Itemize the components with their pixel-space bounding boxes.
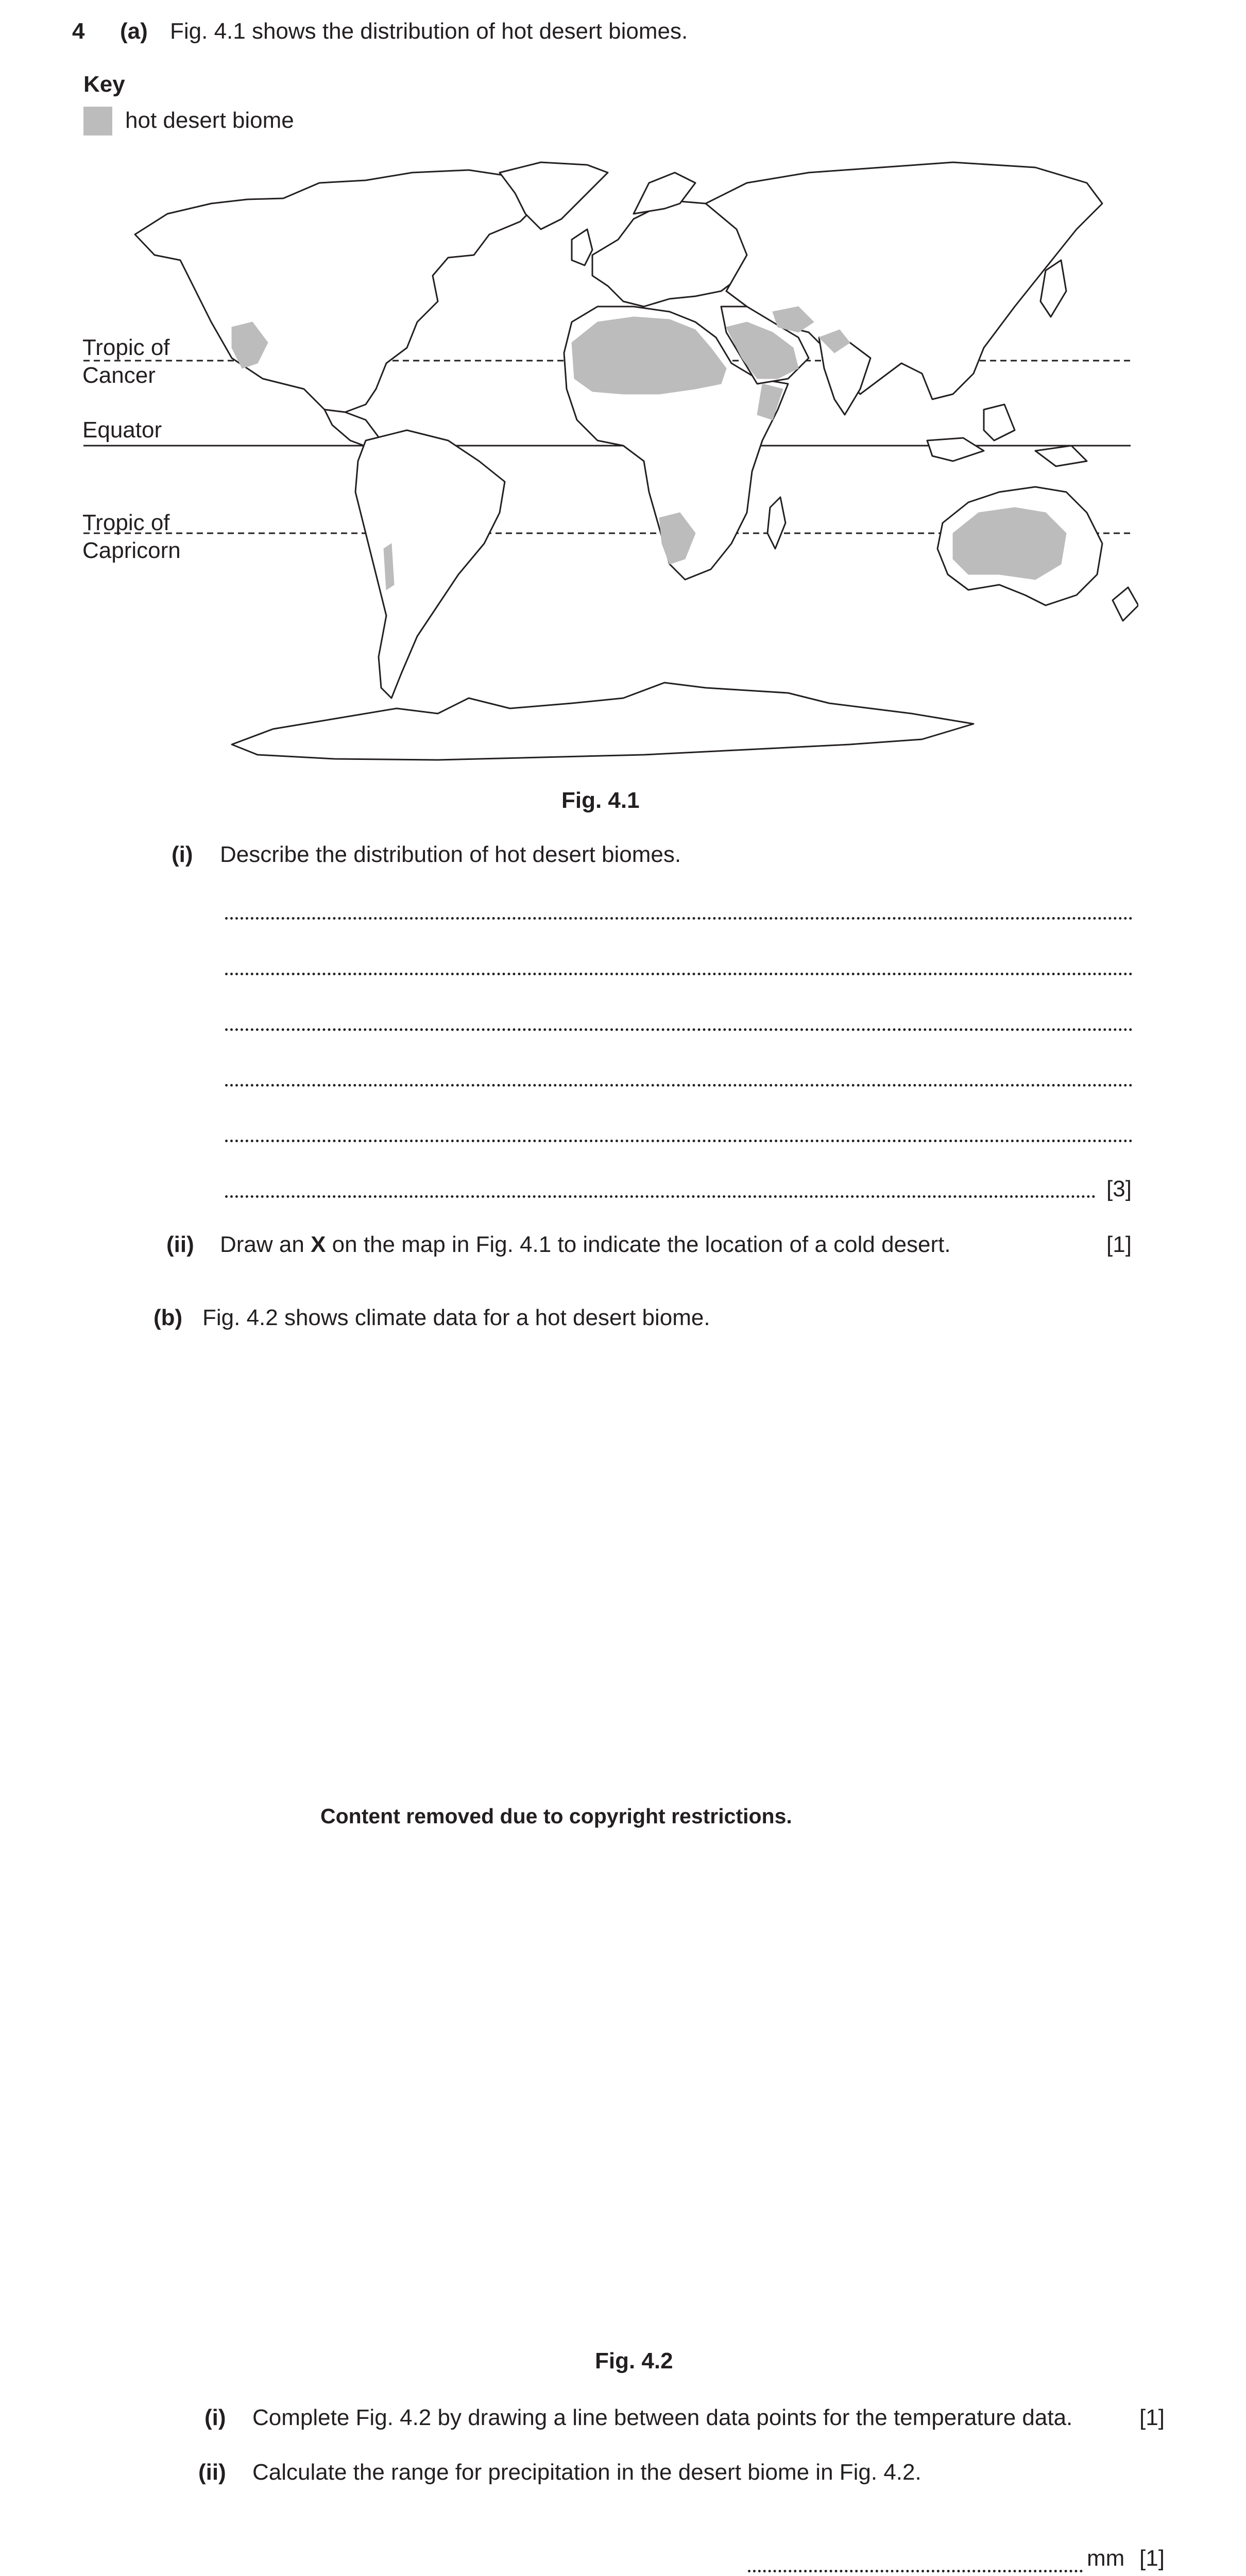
borneo [984, 404, 1015, 440]
part-b-label: (b) [153, 1305, 183, 1330]
part-a-i-marks: [3] [1106, 1176, 1132, 1201]
tropic-of-cancer-label: Tropic of Cancer [82, 335, 170, 388]
world-map[interactable] [77, 152, 1138, 770]
figure-4-2-caption: Fig. 4.2 [595, 2348, 673, 2374]
question-number: 4 [72, 19, 85, 44]
antarctica [232, 683, 974, 760]
part-b-intro: Fig. 4.2 shows climate data for a hot desert biome. [202, 1305, 710, 1330]
uk [572, 229, 592, 265]
part-a-intro: Fig. 4.1 shows the distribution of hot desert biomes. [170, 19, 688, 44]
part-a-label: (a) [120, 19, 148, 44]
part-a-i-label: (i) [172, 842, 193, 867]
tropic-of-capricorn-label: Tropic of Capricorn [82, 510, 181, 563]
figure-4-1-caption: Fig. 4.1 [561, 788, 640, 813]
answer-line-4[interactable] [225, 1084, 1133, 1087]
madagascar [767, 497, 786, 549]
part-a-i-question: Describe the distribution of hot desert biomes. [220, 842, 681, 867]
answer-line-6[interactable] [225, 1195, 1096, 1198]
part-b-ii-question: Calculate the range for precipitation in the desert biome in Fig. 4.2. [252, 2460, 921, 2485]
indonesia [927, 438, 984, 461]
range-answer-line[interactable] [748, 2570, 1083, 2572]
copyright-removed-notice: Content removed due to copyright restrictions. [320, 1804, 792, 1828]
key-item-label: hot desert biome [125, 108, 294, 133]
range-unit: mm [1087, 2546, 1125, 2571]
answer-line-2[interactable] [225, 973, 1133, 975]
key-title: Key [83, 72, 125, 97]
part-b-i-label: (i) [204, 2405, 226, 2430]
part-a-ii-marks: [1] [1106, 1232, 1132, 1257]
answer-line-5[interactable] [225, 1140, 1133, 1142]
answer-line-1[interactable] [225, 917, 1133, 920]
part-b-ii-label: (ii) [198, 2460, 226, 2485]
part-b-ii-marks: [1] [1139, 2546, 1165, 2571]
part-b-i-question: Complete Fig. 4.2 by drawing a line between data points for the temperature data. [252, 2405, 1073, 2430]
new-guinea [1035, 446, 1087, 466]
part-a-ii-label: (ii) [166, 1232, 194, 1257]
key-swatch [83, 107, 112, 135]
part-b-i-marks: [1] [1139, 2405, 1165, 2430]
south-america [355, 430, 505, 698]
north-america [135, 170, 541, 412]
new-zealand [1113, 587, 1138, 621]
equator-label: Equator [82, 417, 162, 443]
answer-line-3[interactable] [225, 1028, 1133, 1031]
part-a-ii-question: Draw an X on the map in Fig. 4.1 to indicate the location of a cold desert. [220, 1232, 951, 1257]
